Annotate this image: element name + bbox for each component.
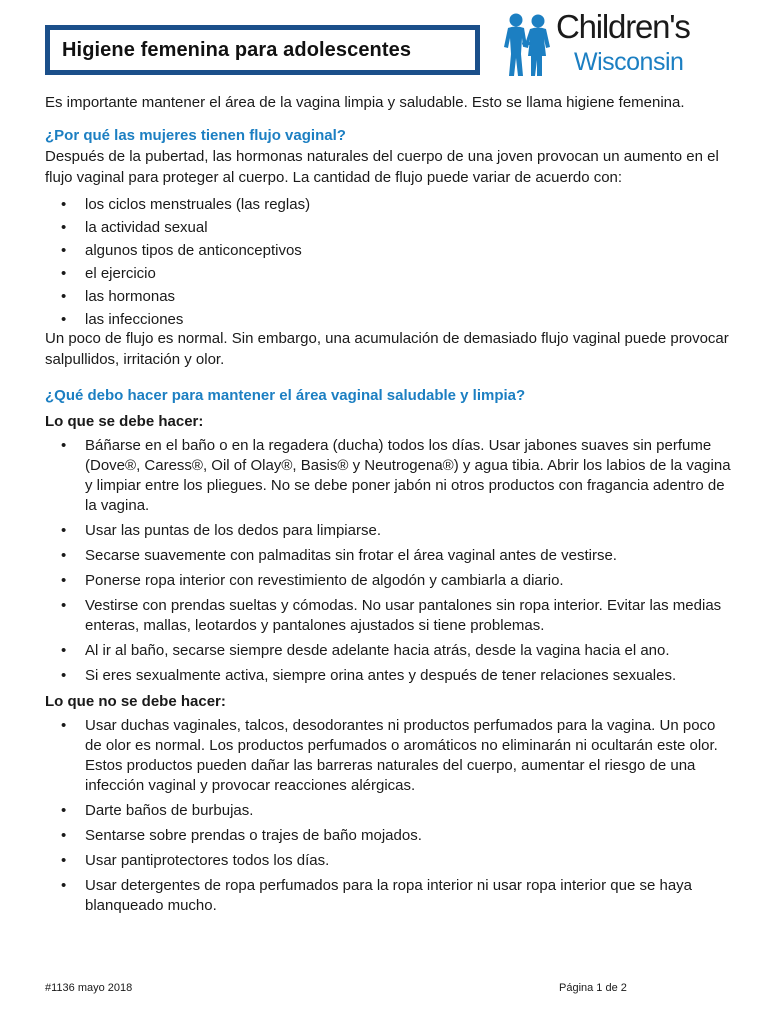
closing-paragraph-flujo: Un poco de flujo es normal. Sin embargo, una acumulación de demasiado flujo vaginal puede provocar salpullidos, irritación y olor. [45,330,729,368]
logo-text-wisconsin: Wisconsin [574,48,684,76]
list-item: • el ejercicio [45,263,735,286]
list-item: • algunos tipos de anticonceptivos [45,240,735,263]
page-title: Higiene femenina para adolescentes [62,38,412,61]
list-item: • las hormonas [45,286,735,309]
list-item: • Vestirse con prendas sueltas y cómodas. No usar pantalones sin ropa interior. Evitar las medias enteras, mallas, leotardos y pantalones ajustados si tiene problemas. [45,596,735,636]
do-heading: Lo que se debe hacer: [45,413,204,430]
list-item: • Sentarse sobre prendas o trajes de baño mojados. [45,826,735,846]
list-item: • Si eres sexualmente activa, siempre orina antes y después de tener relaciones sexuales. [45,666,735,686]
list-item: • la actividad sexual [45,217,735,240]
list-item: • las infecciones [45,309,735,332]
intro-paragraph: Es importante mantener el área de la vagina limpia y saludable. Esto se llama higiene femenina. [45,94,685,111]
dont-heading: Lo que no se debe hacer: [45,693,226,710]
childrens-wisconsin-logo [500,8,730,88]
do-list [45,436,735,686]
dont-list [45,716,735,916]
list-item: • Usar detergentes de ropa perfumados para la ropa interior ni usar ropa interior que se haya blanqueado mucho. [45,876,735,916]
list-item: • Darte baños de burbujas. [45,801,735,821]
footer-doc-id: #1136 mayo 2018 [45,982,133,994]
footer-page-number: Página 1 de 2 [559,982,627,994]
list-item: • Al ir al baño, secarse siempre desde adelante hacia atrás, desde la vagina hacia el ano. [45,641,735,661]
list-item: • Usar las puntas de los dedos para limpiarse. [45,521,735,541]
main-content [45,92,735,921]
list-item: • los ciclos menstruales (las reglas) [45,194,735,217]
children-silhouette-icon [500,12,554,78]
list-item: • Usar duchas vaginales, talcos, desodorantes ni productos perfumados para la vagina. Un poco de olor es normal. Los productos perfumados o aromáticos no eliminarán ni ocultarán este olor. Estos productos pueden dañar las barreras naturales del cuerpo, aumentar el riesgo de una infección vaginal y provocar reacciones alérgicas. [45,716,735,796]
list-item: • Usar pantiprotectores todos los días. [45,851,735,871]
section-heading-flujo: ¿Por qué las mujeres tienen flujo vaginal? [45,127,346,144]
section-heading-higiene: ¿Qué debo hacer para mantener el área vaginal saludable y limpia? [45,387,526,404]
title-box [45,25,480,75]
factors-list [45,194,735,332]
logo-text-childrens: Children's [556,8,690,45]
list-item: • Secarse suavemente con palmaditas sin frotar el área vaginal antes de vestirse. [45,546,735,566]
list-item: • Báñarse en el baño o en la regadera (ducha) todos los días. Usar jabones suaves sin perfume (Dove®, Caress®, Oil of Olay®, Basis® y Neutrogena®) y agua tibia. Abrir los labios de la vagina y limpiar entre los pliegues. No se debe poner jabón ni otros productos con fragancia adentro de la vagina. [45,436,735,516]
list-item: • Ponerse ropa interior con revestimiento de algodón y cambiarla a diario. [45,571,735,591]
section-paragraph-flujo: Después de la pubertad, las hormonas naturales del cuerpo de una joven provocan un aumento en el flujo vaginal para proteger al cuerpo. La cantidad de flujo puede variar de acuerdo con: [45,148,719,186]
